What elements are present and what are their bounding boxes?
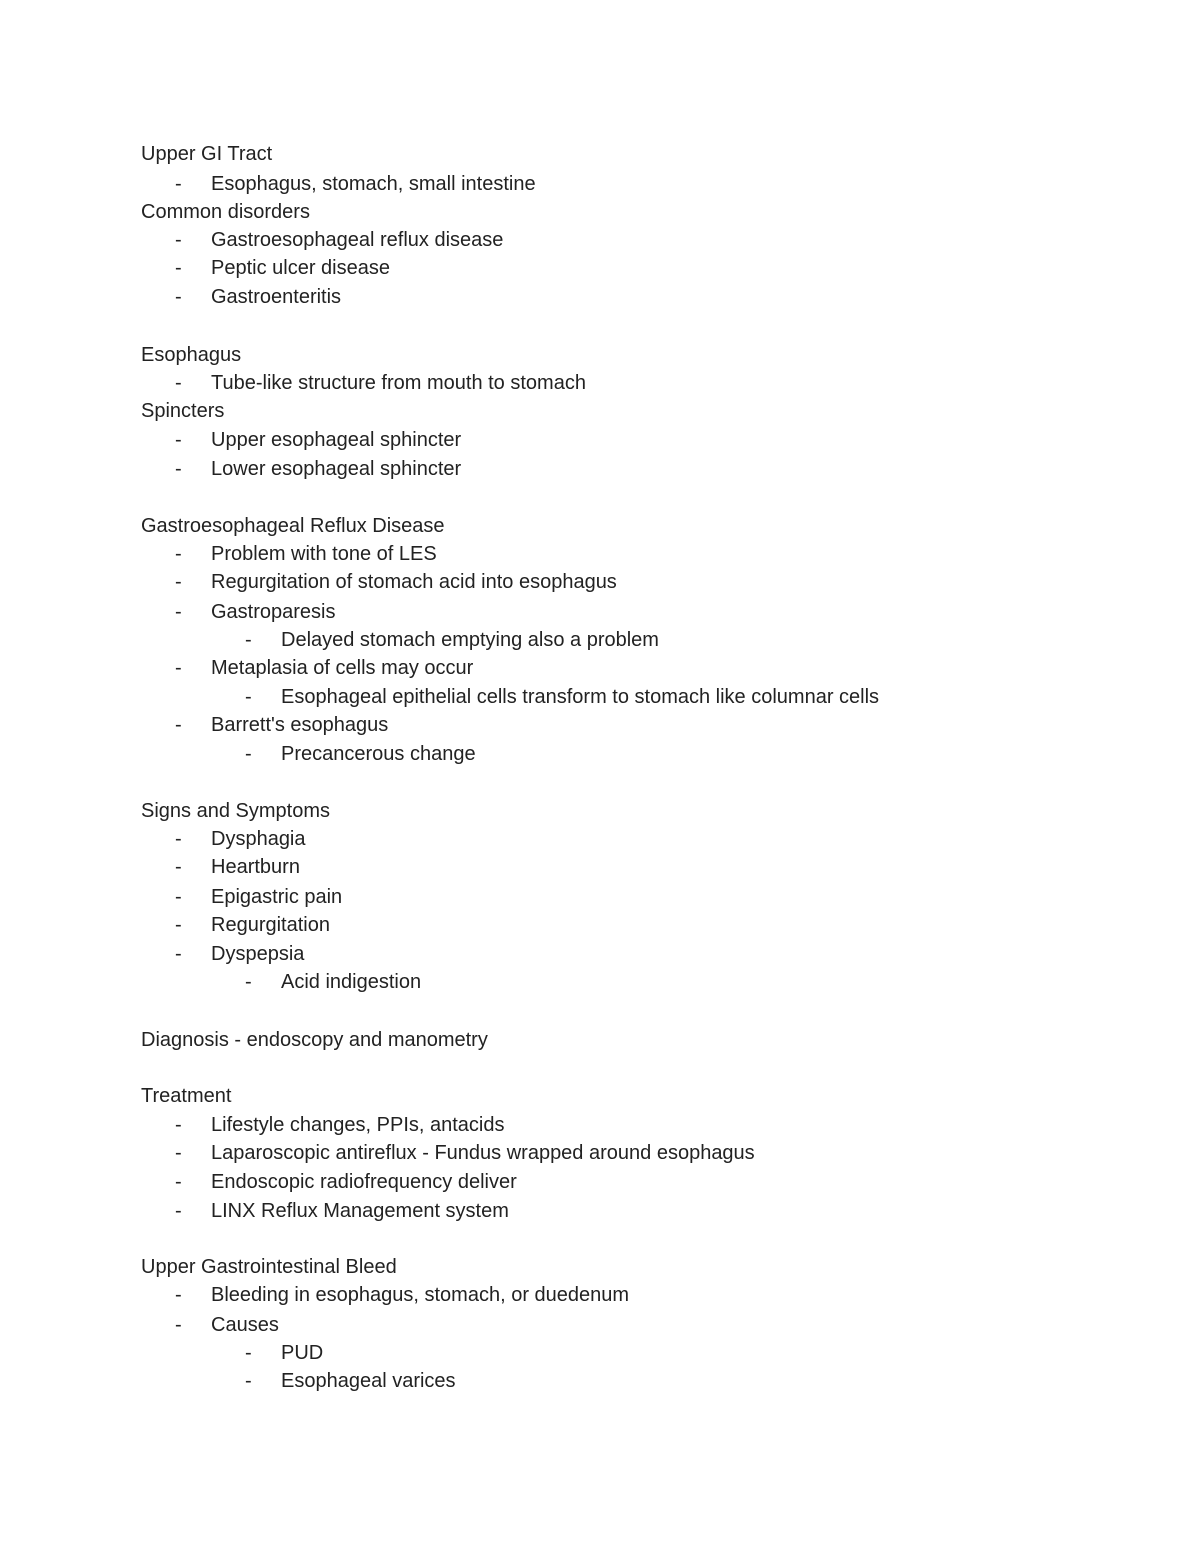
list-item: - Regurgitation of stomach acid into esophagus xyxy=(175,571,617,593)
list-item: - Dysphagia xyxy=(175,828,306,850)
sub-list-item: - Esophageal epithelial cells transform to stomach like columnar cells xyxy=(245,686,880,708)
list-item: - Causes xyxy=(175,1314,279,1336)
list-item: - Epigastric pain xyxy=(175,886,343,908)
heading-diagnosis: Diagnosis - endoscopy and manometry xyxy=(141,1029,488,1051)
sub-list-item: - Precancerous change xyxy=(245,743,476,765)
list-item: - LINX Reflux Management system xyxy=(175,1200,509,1222)
sub-list-item: - Acid indigestion xyxy=(245,971,422,993)
sub-list-item: - Delayed stomach emptying also a problem xyxy=(245,629,659,651)
list-item: - Gastroesophageal reflux disease xyxy=(175,229,504,251)
heading-treatment: Treatment xyxy=(141,1085,232,1107)
list-item: - Gastroparesis xyxy=(175,601,336,623)
heading-signs-symptoms: Signs and Symptoms xyxy=(141,800,330,822)
heading-gerd: Gastroesophageal Reflux Disease xyxy=(141,515,445,537)
list-item: - Tube-like structure from mouth to stomach xyxy=(175,372,586,394)
list-item: - Esophagus, stomach, small intestine xyxy=(175,173,536,195)
list-item: - Dyspepsia xyxy=(175,943,305,965)
heading-sphincters: Spincters xyxy=(141,400,225,422)
heading-ugib: Upper Gastrointestinal Bleed xyxy=(141,1256,397,1278)
list-item: - Peptic ulcer disease xyxy=(175,257,390,279)
heading-esophagus: Esophagus xyxy=(141,344,242,366)
list-item: - Endoscopic radiofrequency deliver xyxy=(175,1171,517,1193)
list-item: - Laparoscopic antireflux - Fundus wrapped around esophagus xyxy=(175,1142,755,1164)
heading-common-disorders: Common disorders xyxy=(141,201,310,223)
list-item: - Regurgitation xyxy=(175,914,330,936)
list-item: - Upper esophageal sphincter xyxy=(175,429,462,451)
list-item: - Lifestyle changes, PPIs, antacids xyxy=(175,1114,505,1136)
heading-upper-gi: Upper GI Tract xyxy=(141,143,273,165)
list-item: - Heartburn xyxy=(175,856,300,878)
sub-list-item: - Esophageal varices xyxy=(245,1370,456,1392)
list-item: - Bleeding in esophagus, stomach, or duedenum xyxy=(175,1284,630,1306)
list-item: - Problem with tone of LES xyxy=(175,543,437,565)
list-item: - Barrett's esophagus xyxy=(175,714,389,736)
sub-list-item: - PUD xyxy=(245,1342,324,1364)
list-item: - Metaplasia of cells may occur xyxy=(175,657,474,679)
list-item: - Gastroenteritis xyxy=(175,286,342,308)
list-item: - Lower esophageal sphincter xyxy=(175,458,462,480)
